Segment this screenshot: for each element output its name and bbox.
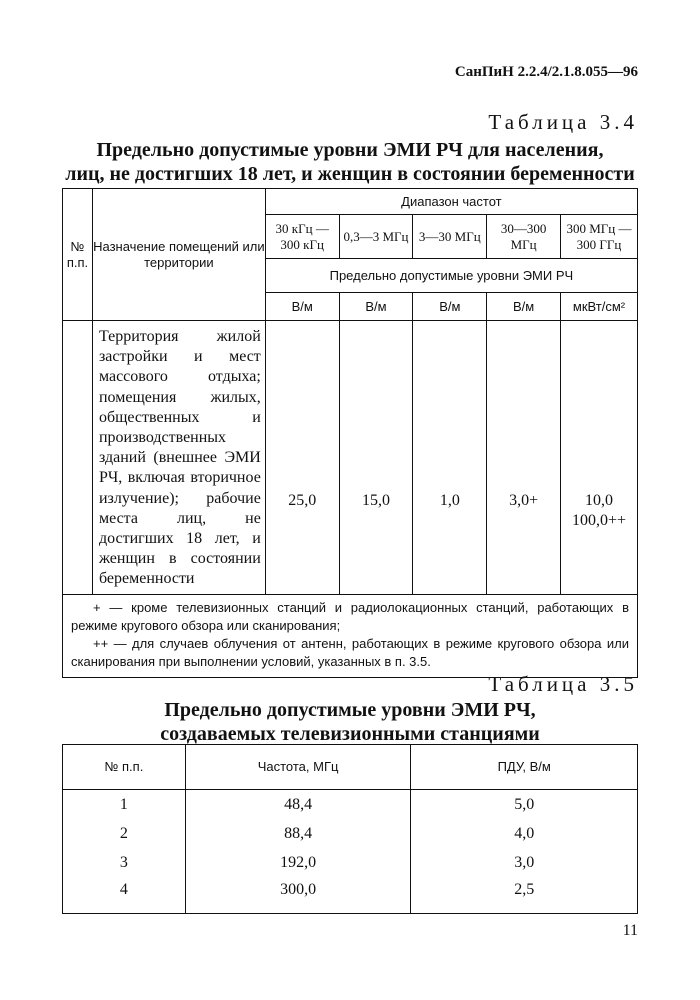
value-cell-5b: 100,0++ — [571, 512, 627, 530]
value-cell-2: 15,0 — [339, 321, 413, 595]
table-row — [63, 790, 638, 820]
row-number: 2 — [63, 819, 186, 848]
frequency-value: 192,0 — [185, 848, 411, 877]
col-header-pdu: ПДУ, В/м — [411, 745, 638, 790]
band-header-4: 30—300 МГц — [487, 215, 561, 259]
value-cell-5a: 10,0 — [585, 492, 614, 509]
pdu-value: 4,0 — [411, 819, 638, 848]
unit-header-3: В/м — [413, 293, 487, 321]
col-header-purpose: Назначение помещений или территории — [92, 189, 265, 321]
frequency-value: 88,4 — [185, 819, 411, 848]
col-header-frequency: Частота, МГц — [185, 745, 411, 790]
note-double-plus: ++ — для случаев облучения от антенн, работающих в режиме кругового обзора или сканирования при выполнении условий, указанных в п. 3.5. — [71, 635, 629, 669]
table-3-5 — [62, 744, 638, 914]
note-plus: + — кроме телевизионных станций и радиолокационных станций, работающих в режиме кругового обзора или сканирования; — [71, 599, 629, 633]
table-row — [63, 877, 638, 914]
table-3-4-title — [62, 138, 638, 186]
row-number: 1 — [63, 790, 186, 820]
pdu-value: 2,5 — [411, 877, 638, 914]
document-code: СанПиН 2.2.4/2.1.8.055—96 — [454, 64, 638, 80]
header-pdu: Предельно допустимые уровни ЭМИ РЧ — [265, 259, 637, 293]
table-row — [63, 848, 638, 877]
col-header-number: № п.п. — [63, 745, 186, 790]
pdu-value: 5,0 — [411, 790, 638, 820]
value-cell-1: 25,0 — [265, 321, 339, 595]
value-cell-4: 3,0+ — [487, 321, 561, 595]
table-row — [63, 321, 638, 595]
table-3-4-title-line1: Предельно допустимые уровни ЭМИ РЧ для населения, — [96, 139, 604, 161]
table-3-4 — [62, 188, 638, 678]
band-header-2: 0,3—3 МГц — [339, 215, 413, 259]
table-3-4-title-line2: лиц, не достигших 18 лет, и женщин в состоянии беременности — [65, 163, 635, 185]
unit-header-2: В/м — [339, 293, 413, 321]
table-3-5-title-line2: создаваемых телевизионными станциями — [160, 723, 540, 745]
page-number: 11 — [622, 922, 638, 939]
table-row — [63, 819, 638, 848]
frequency-value: 48,4 — [185, 790, 411, 820]
table-notes — [63, 594, 638, 677]
row-number: 4 — [63, 877, 186, 914]
col-header-number: № п.п. — [63, 189, 93, 321]
band-header-5: 300 МГц — 300 ГГц — [561, 215, 638, 259]
unit-header-5: мкВт/см² — [561, 293, 638, 321]
band-header-3: 3—30 МГц — [413, 215, 487, 259]
table-3-5-number: Таблица 3.5 — [488, 672, 638, 696]
value-cell-3: 1,0 — [413, 321, 487, 595]
table-3-5-title-line1: Предельно допустимые уровни ЭМИ РЧ, — [164, 699, 536, 721]
pdu-value: 3,0 — [411, 848, 638, 877]
row-number-cell — [63, 321, 93, 595]
header-frequency-range: Диапазон частот — [265, 189, 637, 215]
row-number: 3 — [63, 848, 186, 877]
table-3-5-title — [62, 698, 638, 746]
value-cell-5 — [561, 321, 638, 595]
band-header-1: 30 кГц — 300 кГц — [265, 215, 339, 259]
unit-header-1: В/м — [265, 293, 339, 321]
unit-header-4: В/м — [487, 293, 561, 321]
frequency-value: 300,0 — [185, 877, 411, 914]
table-3-4-number: Таблица 3.4 — [488, 110, 638, 134]
purpose-cell: Территория жилой застройки и мест массового отдыха; помещения жилых, общественных и производственных зданий (внешнее ЭМИ РЧ, включая вторичное излучение); рабочие места лиц, не достигших 18 лет, и женщин в состоянии беременности — [92, 321, 265, 595]
